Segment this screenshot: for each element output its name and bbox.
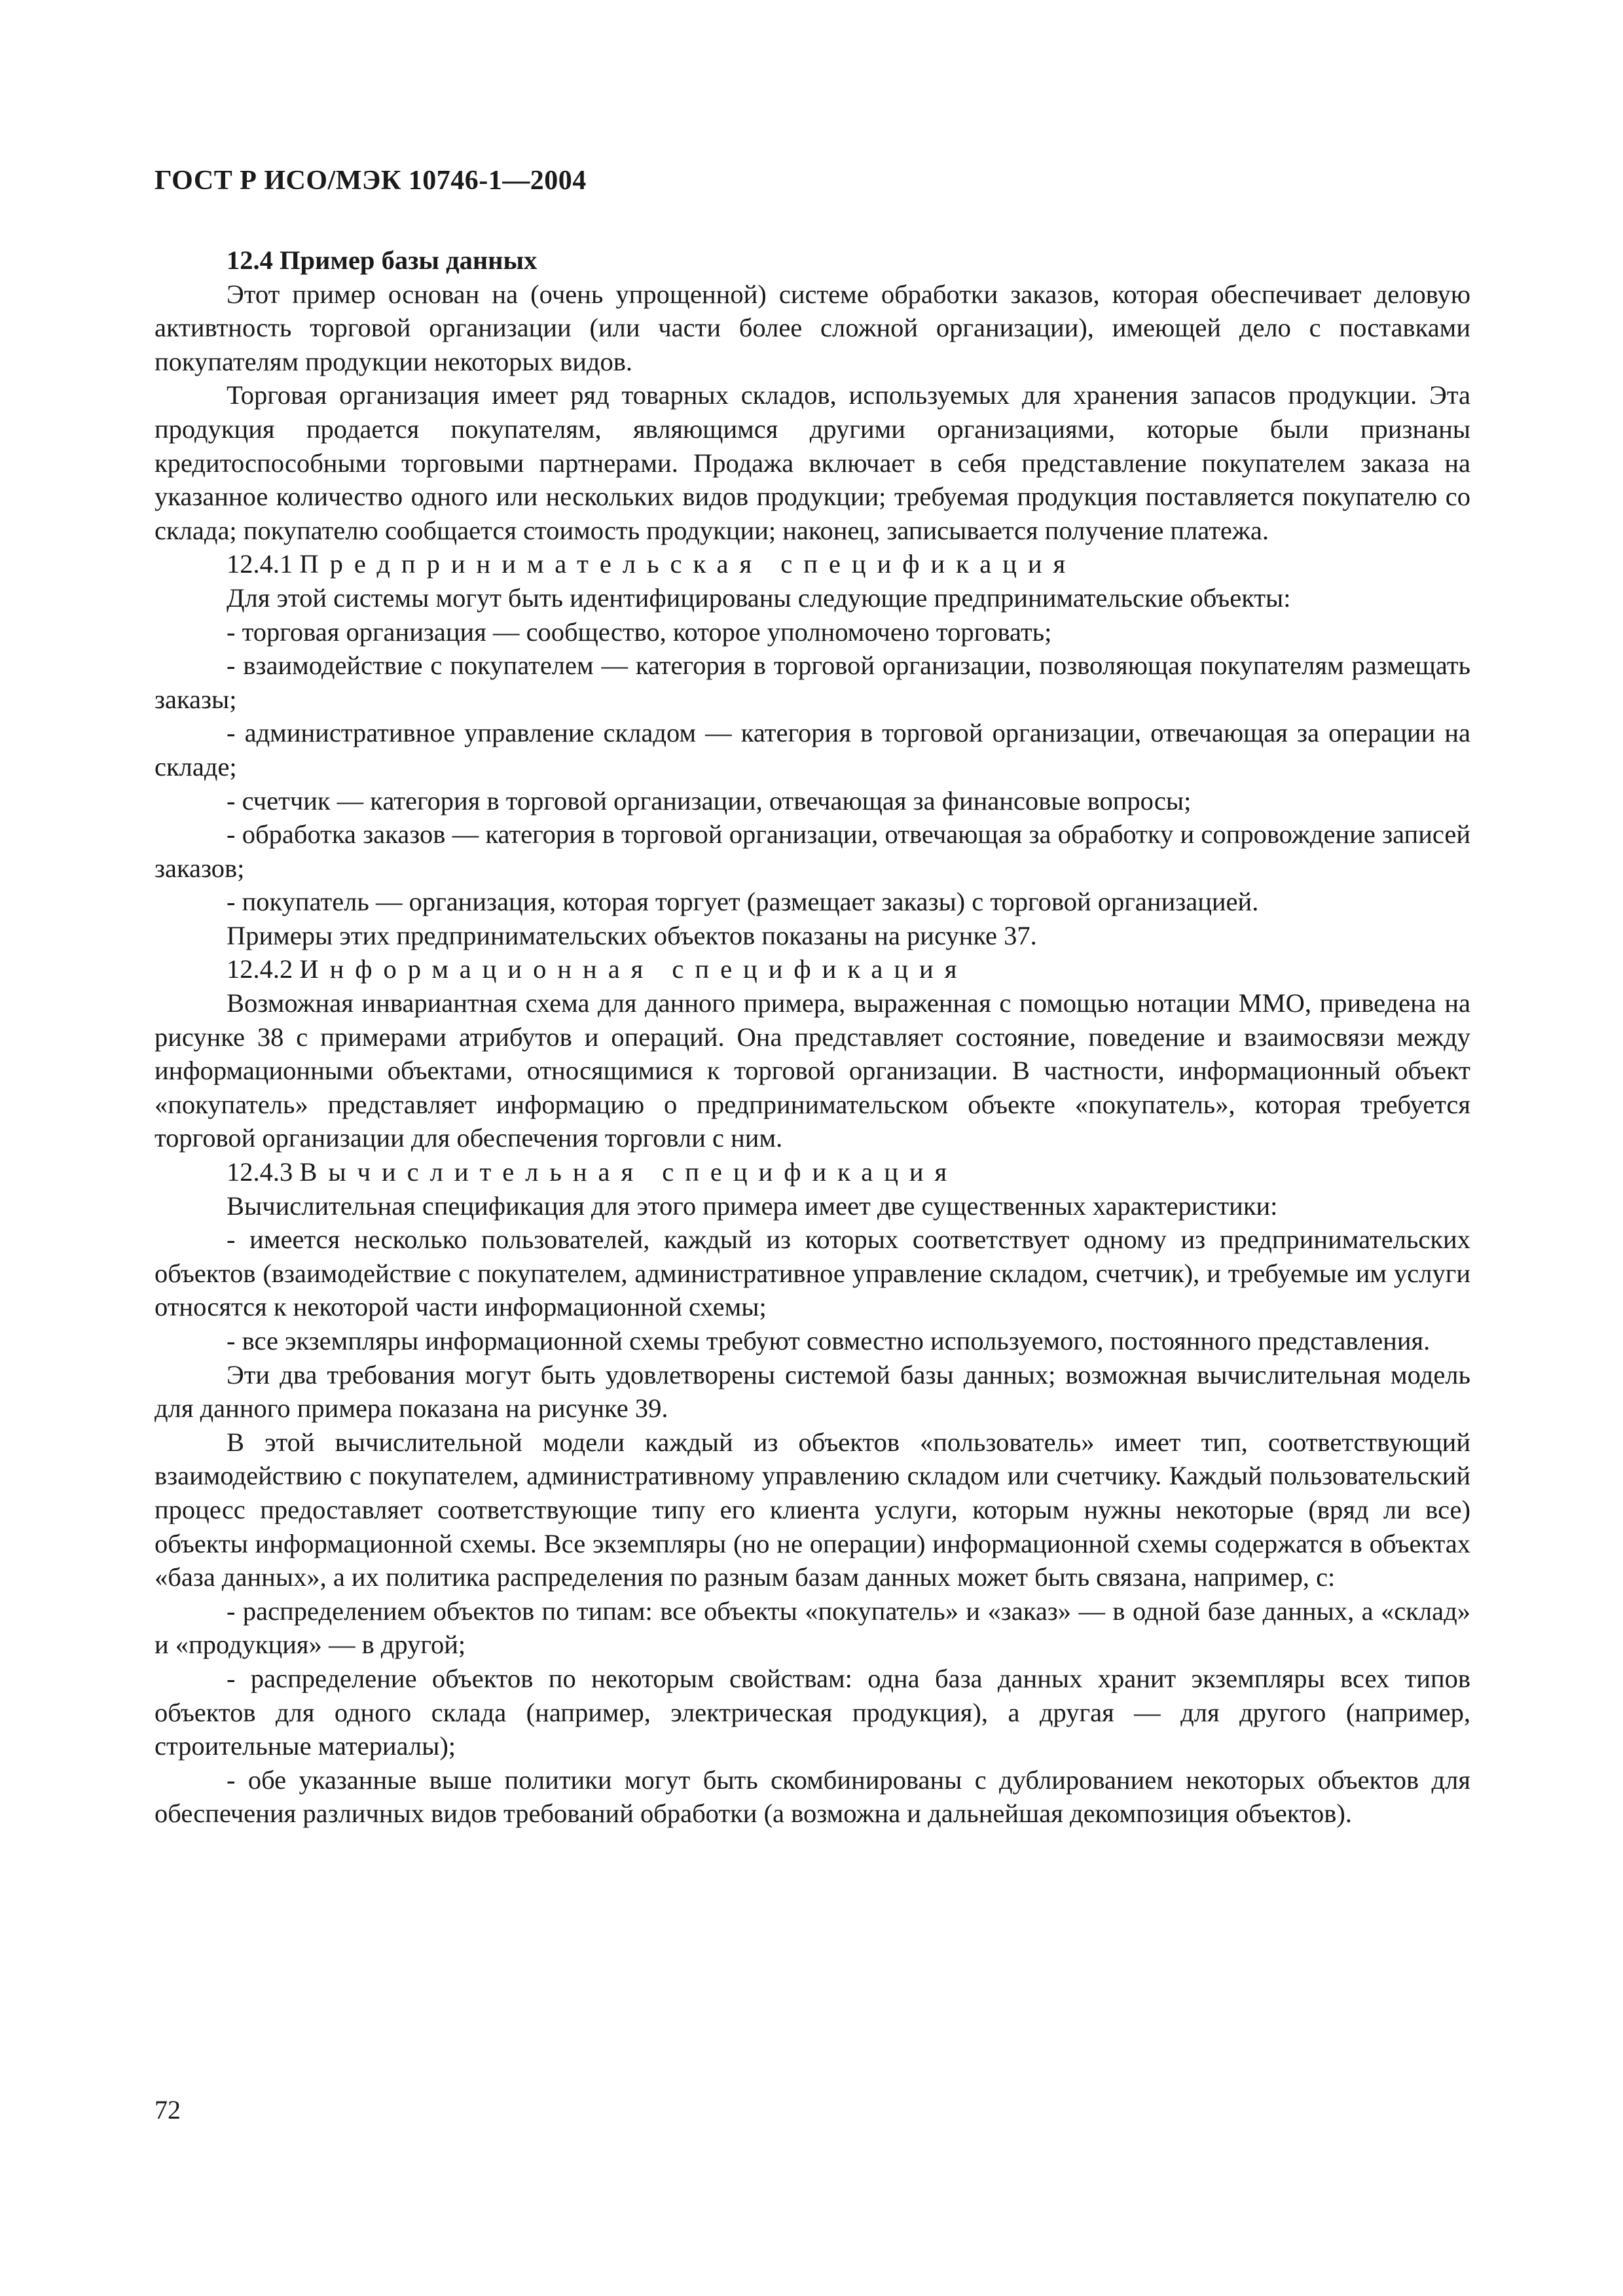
list-item: - распределением объектов по типам: все объекты «покупатель» и «заказ» — в одной базе данных, а «склад» и «продукция» — в другой; (155, 1596, 1470, 1660)
paragraph-organization: Торговая организация имеет ряд товарных складов, используемых для хранения запасов продукции. Эта продукция продается покупателям, являющимся другими организациями, которые были признаны кредитоспособными торговыми партнерами. Продажа включает в себя представление покупателем заказа на указанное количество одного или нескольких видов продукции; требуемая продукция поставляется покупателю со склада; покупателю сообщается стоимость продукции; наконец, записывается получение платежа. (155, 380, 1470, 545)
paragraph-enterprise-intro: Для этой системы могут быть идентифицированы следующие предпринимательские объекты: (227, 583, 1291, 613)
list-item: - обе указанные выше политики могут быть скомбинированы с дублированием некоторых объектов для обеспечения различных видов требований обработки (а возможна и дальнейшая декомпозиция объектов). (155, 1765, 1470, 1829)
list-item: - взаимодействие с покупателем — категория в торговой организации, позволяющая покупателям размещать заказы; (155, 651, 1470, 714)
list-item: - распределение объектов по некоторым свойствам: одна база данных хранит экземпляры всех типов объектов для одного склада (например, электрическая продукция), а другая — для другого (например, строительные материалы); (155, 1663, 1470, 1761)
paragraph-information-body: Возможная инвариантная схема для данного примера, выраженная с помощью нотации ММО, приведена на рисунке 38 с примерами атрибутов и операций. Она представляет состояние, поведение и взаимосвязи между информационными объектами, относящимися к торговой организации. В частности, информационный объект «покупатель» представляет информацию о предпринимательском объекте «покупатель», которая требуется торговой организации для обеспечения торговли с ним. (155, 988, 1470, 1153)
subsection-title: Вычислительная спецификация (299, 1157, 958, 1187)
page-number: 72 (155, 2095, 181, 2125)
subsection-title: Информационная спецификация (299, 954, 968, 984)
document-header: ГОСТ Р ИСО/МЭК 10746-1—2004 (155, 166, 587, 196)
paragraph-model: В этой вычислительной модели каждый из объектов «пользователь» имеет тип, соответствующий взаимодействию с покупателем, административному управлению складом или счетчику. Каждый пользовательский процесс предоставляет соответствующие типу его клиента услуги, которым нужны некоторые (вряд ли все) объекты информационной схемы. Все экземпляры (но не операции) информационной схемы содержатся в объектах «база данных», а их политика распределения по разным базам данных может быть связана, например, с: (155, 1427, 1470, 1592)
list-item: - покупатель — организация, которая торгует (размещает заказы) с торговой организацией. (227, 887, 1259, 917)
list-item: - имеется несколько пользователей, каждый из которых соответствует одному из предпринимательских объектов (взаимодействие с покупателем, административное управление складом, счетчик), и требуемые им услуги относятся к некоторой части информационной схемы; (155, 1225, 1470, 1322)
list-item: - обработка заказов — категория в торговой организации, отвечающая за обработку и сопровождение записей заказов; (155, 819, 1470, 883)
section-title: 12.4 Пример базы данных (227, 245, 538, 275)
paragraph-computational-intro: Вычислительная спецификация для этого примера имеет две существенных характеристики: (227, 1191, 1278, 1221)
subsection-heading-computational (155, 1155, 1470, 1189)
list-item: - торговая организация — сообщество, которое уполномочено торговать; (227, 617, 1052, 647)
list-item: - административное управление складом — категория в торговой организации, отвечающая за операции на складе; (155, 718, 1470, 781)
list-item: - счетчик — категория в торговой организации, отвечающая за финансовые вопросы; (227, 785, 1192, 816)
subsection-number: 12.4.1 (227, 549, 293, 579)
list-item: - все экземпляры информационной схемы требуют совместно используемого, постоянного представления. (227, 1326, 1431, 1355)
paragraph-enterprise-closing: Примеры этих предпринимательских объектов показаны на рисунке 37. (227, 920, 1037, 950)
subsection-number: 12.4.3 (227, 1157, 293, 1187)
subsection-heading-enterprise (155, 547, 1470, 581)
subsection-title: Предпринимательская спецификация (299, 549, 1077, 579)
paragraph-intro: Этот пример основан на (очень упрощенной) системе обработки заказов, которая обеспечивает деловую активтность торговой организации (или части более сложной организации), имеющей дело с поставками покупателям продукции некоторых видов. (155, 279, 1470, 376)
paragraph-requirements: Эти два требования могут быть удовлетворены системой базы данных; возможная вычислительная модель для данного примера показана на рисунке 39. (155, 1359, 1470, 1424)
subsection-number: 12.4.2 (227, 954, 293, 984)
subsection-heading-information (155, 952, 1470, 986)
document-body (155, 243, 1470, 1831)
